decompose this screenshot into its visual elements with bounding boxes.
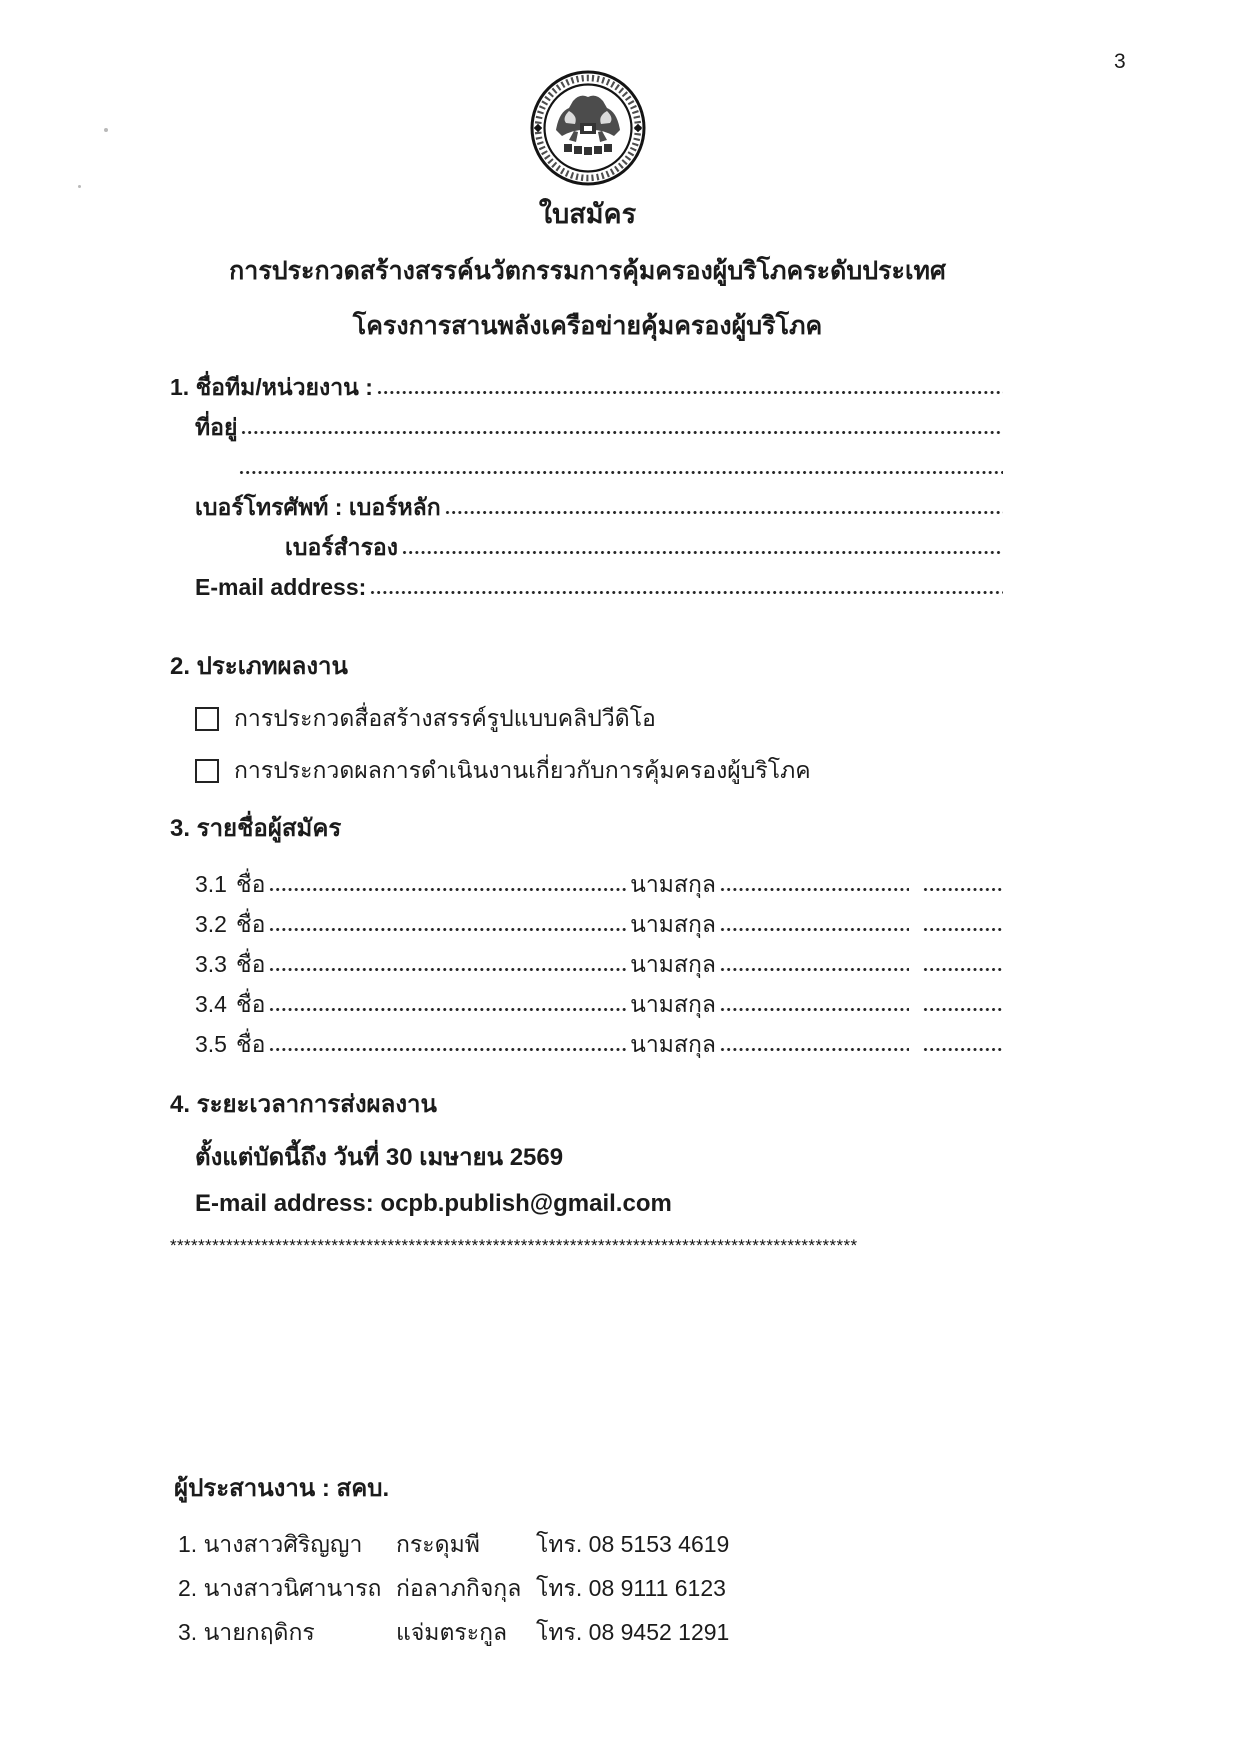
applicant-row bbox=[170, 977, 1005, 1017]
email-row bbox=[170, 560, 1005, 600]
first-name-label: ชื่อ bbox=[235, 990, 266, 1017]
section-applicants bbox=[170, 808, 1005, 1057]
first-name-label: ชื่อ bbox=[235, 950, 266, 977]
coordinator-phone: โทร. 08 9452 1291 bbox=[536, 1619, 730, 1645]
scan-speck bbox=[78, 185, 81, 188]
phone-secondary-label: เบอร์สำรอง bbox=[285, 533, 398, 560]
section-team-info bbox=[170, 360, 1005, 600]
coordinator-surname: ก่อลาภกิจกุล bbox=[396, 1575, 522, 1601]
email-label: E-mail address: bbox=[195, 573, 367, 600]
email-fill-line bbox=[370, 590, 1003, 595]
submission-period-heading: 4. ระยะเวลาการส่งผลงาน bbox=[170, 1091, 437, 1118]
coordinator-name bbox=[178, 1615, 396, 1651]
surname-label: นามสกุล bbox=[630, 910, 716, 937]
page-number: 3 bbox=[1114, 50, 1126, 73]
option-video-clip bbox=[170, 701, 1005, 737]
address-row bbox=[170, 400, 1005, 440]
scan-speck bbox=[104, 128, 108, 132]
coordinator-name bbox=[178, 1527, 396, 1563]
section-work-type bbox=[170, 646, 1005, 789]
surname-fill-line-2 bbox=[923, 1007, 1003, 1012]
surname-fill-line bbox=[720, 1047, 909, 1052]
first-name-label: ชื่อ bbox=[235, 1030, 266, 1057]
surname-label: นามสกุล bbox=[630, 950, 716, 977]
operation-results-label: การประกวดผลการดำเนินงานเกี่ยวกับการคุ้มครองผู้บริโภค bbox=[234, 757, 811, 783]
first-name-fill-line bbox=[269, 967, 628, 972]
applicant-number: 3.1 bbox=[195, 870, 227, 897]
coordinator-first-name: นางสาวศิริญญา bbox=[203, 1531, 363, 1557]
coordinator-number: 2. bbox=[178, 1575, 198, 1601]
coordinator-first-name: นายกฤดิกร bbox=[203, 1619, 315, 1645]
applicants-heading: 3. รายชื่อผู้สมัคร bbox=[170, 815, 342, 842]
surname-fill-line-2 bbox=[923, 927, 1003, 932]
team-name-label: 1. ชื่อทีม/หน่วยงาน : bbox=[170, 373, 373, 400]
applicant-number: 3.2 bbox=[195, 910, 227, 937]
first-name-fill-line bbox=[269, 927, 628, 932]
coordinator-row bbox=[170, 1519, 1005, 1563]
surname-fill-line bbox=[720, 967, 909, 972]
applicant-number: 3.3 bbox=[195, 950, 227, 977]
applicant-row bbox=[170, 897, 1005, 937]
coordinator-surname: แจ่มตระกูล bbox=[396, 1619, 508, 1645]
surname-label: นามสกุล bbox=[630, 870, 716, 897]
phone-main-label: เบอร์โทรศัพท์ : เบอร์หลัก bbox=[195, 493, 441, 520]
coordinator-first-name: นางสาวนิศานารถ bbox=[203, 1575, 382, 1601]
phone-secondary-row bbox=[170, 520, 1005, 560]
coordinator-surname: กระดุมพี bbox=[396, 1531, 480, 1557]
coordinators-heading: ผู้ประสานงาน : สคบ. bbox=[174, 1475, 390, 1502]
section-coordinators bbox=[170, 1468, 1005, 1651]
operation-results-checkbox bbox=[195, 759, 219, 783]
video-clip-checkbox bbox=[195, 707, 219, 731]
coordinator-row bbox=[170, 1607, 1005, 1651]
surname-label: นามสกุล bbox=[630, 990, 716, 1017]
surname-fill-line-2 bbox=[923, 967, 1003, 972]
address-label: ที่อยู่ bbox=[195, 413, 238, 440]
contest-title: การประกวดสร้างสรรค์นวัตกรรมการคุ้มครองผู้บริโภคระดับประเทศ bbox=[229, 257, 946, 285]
address-fill-line bbox=[241, 430, 1003, 435]
asterisk-separator: ************************************************************************************************** bbox=[170, 1236, 858, 1255]
coordinator-number: 3. bbox=[178, 1619, 198, 1645]
applicant-number: 3.4 bbox=[195, 990, 227, 1017]
applicant-row bbox=[170, 1017, 1005, 1057]
section-submission-period bbox=[170, 1084, 1005, 1218]
team-name-row bbox=[170, 360, 1005, 400]
project-title: โครงการสานพลังเครือข่ายคุ้มครองผู้บริโภค bbox=[352, 312, 823, 340]
applicant-number: 3.5 bbox=[195, 1030, 227, 1057]
address-continuation-row bbox=[170, 440, 1005, 480]
phone-main-fill-line bbox=[445, 510, 1003, 515]
video-clip-label: การประกวดสื่อสร้างสรรค์รูปแบบคลิปวีดิโอ bbox=[234, 705, 656, 731]
coordinator-row bbox=[170, 1563, 1005, 1607]
coordinator-name bbox=[178, 1571, 396, 1607]
surname-label: นามสกุล bbox=[630, 1030, 716, 1057]
submission-deadline: ตั้งแต่บัดนี้ถึง วันที่ 30 เมษายน 2569 bbox=[195, 1144, 564, 1171]
coordinator-phone: โทร. 08 5153 4619 bbox=[536, 1531, 730, 1557]
applicant-row bbox=[170, 857, 1005, 897]
surname-fill-line bbox=[720, 1007, 909, 1012]
first-name-label: ชื่อ bbox=[235, 870, 266, 897]
first-name-label: ชื่อ bbox=[235, 910, 266, 937]
document-title-block bbox=[170, 192, 1005, 346]
address-fill-line-2 bbox=[239, 470, 1003, 475]
phone-secondary-fill-line bbox=[402, 550, 1003, 555]
coordinator-number: 1. bbox=[178, 1531, 198, 1557]
ocpb-seal-logo bbox=[170, 68, 1005, 188]
work-type-heading: 2. ประเภทผลงาน bbox=[170, 653, 348, 680]
team-name-fill-line bbox=[377, 390, 1003, 395]
first-name-fill-line bbox=[269, 1007, 628, 1012]
coordinator-phone: โทร. 08 9111 6123 bbox=[536, 1575, 726, 1601]
option-operation-results bbox=[170, 753, 1005, 789]
first-name-fill-line bbox=[269, 1047, 628, 1052]
surname-fill-line-2 bbox=[923, 887, 1003, 892]
surname-fill-line-2 bbox=[923, 1047, 1003, 1052]
surname-fill-line bbox=[720, 927, 909, 932]
first-name-fill-line bbox=[269, 887, 628, 892]
surname-fill-line bbox=[720, 887, 909, 892]
submission-email: E-mail address: ocpb.publish@gmail.com bbox=[195, 1190, 672, 1217]
form-title: ใบสมัคร bbox=[538, 199, 637, 229]
applicant-row bbox=[170, 937, 1005, 977]
phone-main-row bbox=[170, 480, 1005, 520]
